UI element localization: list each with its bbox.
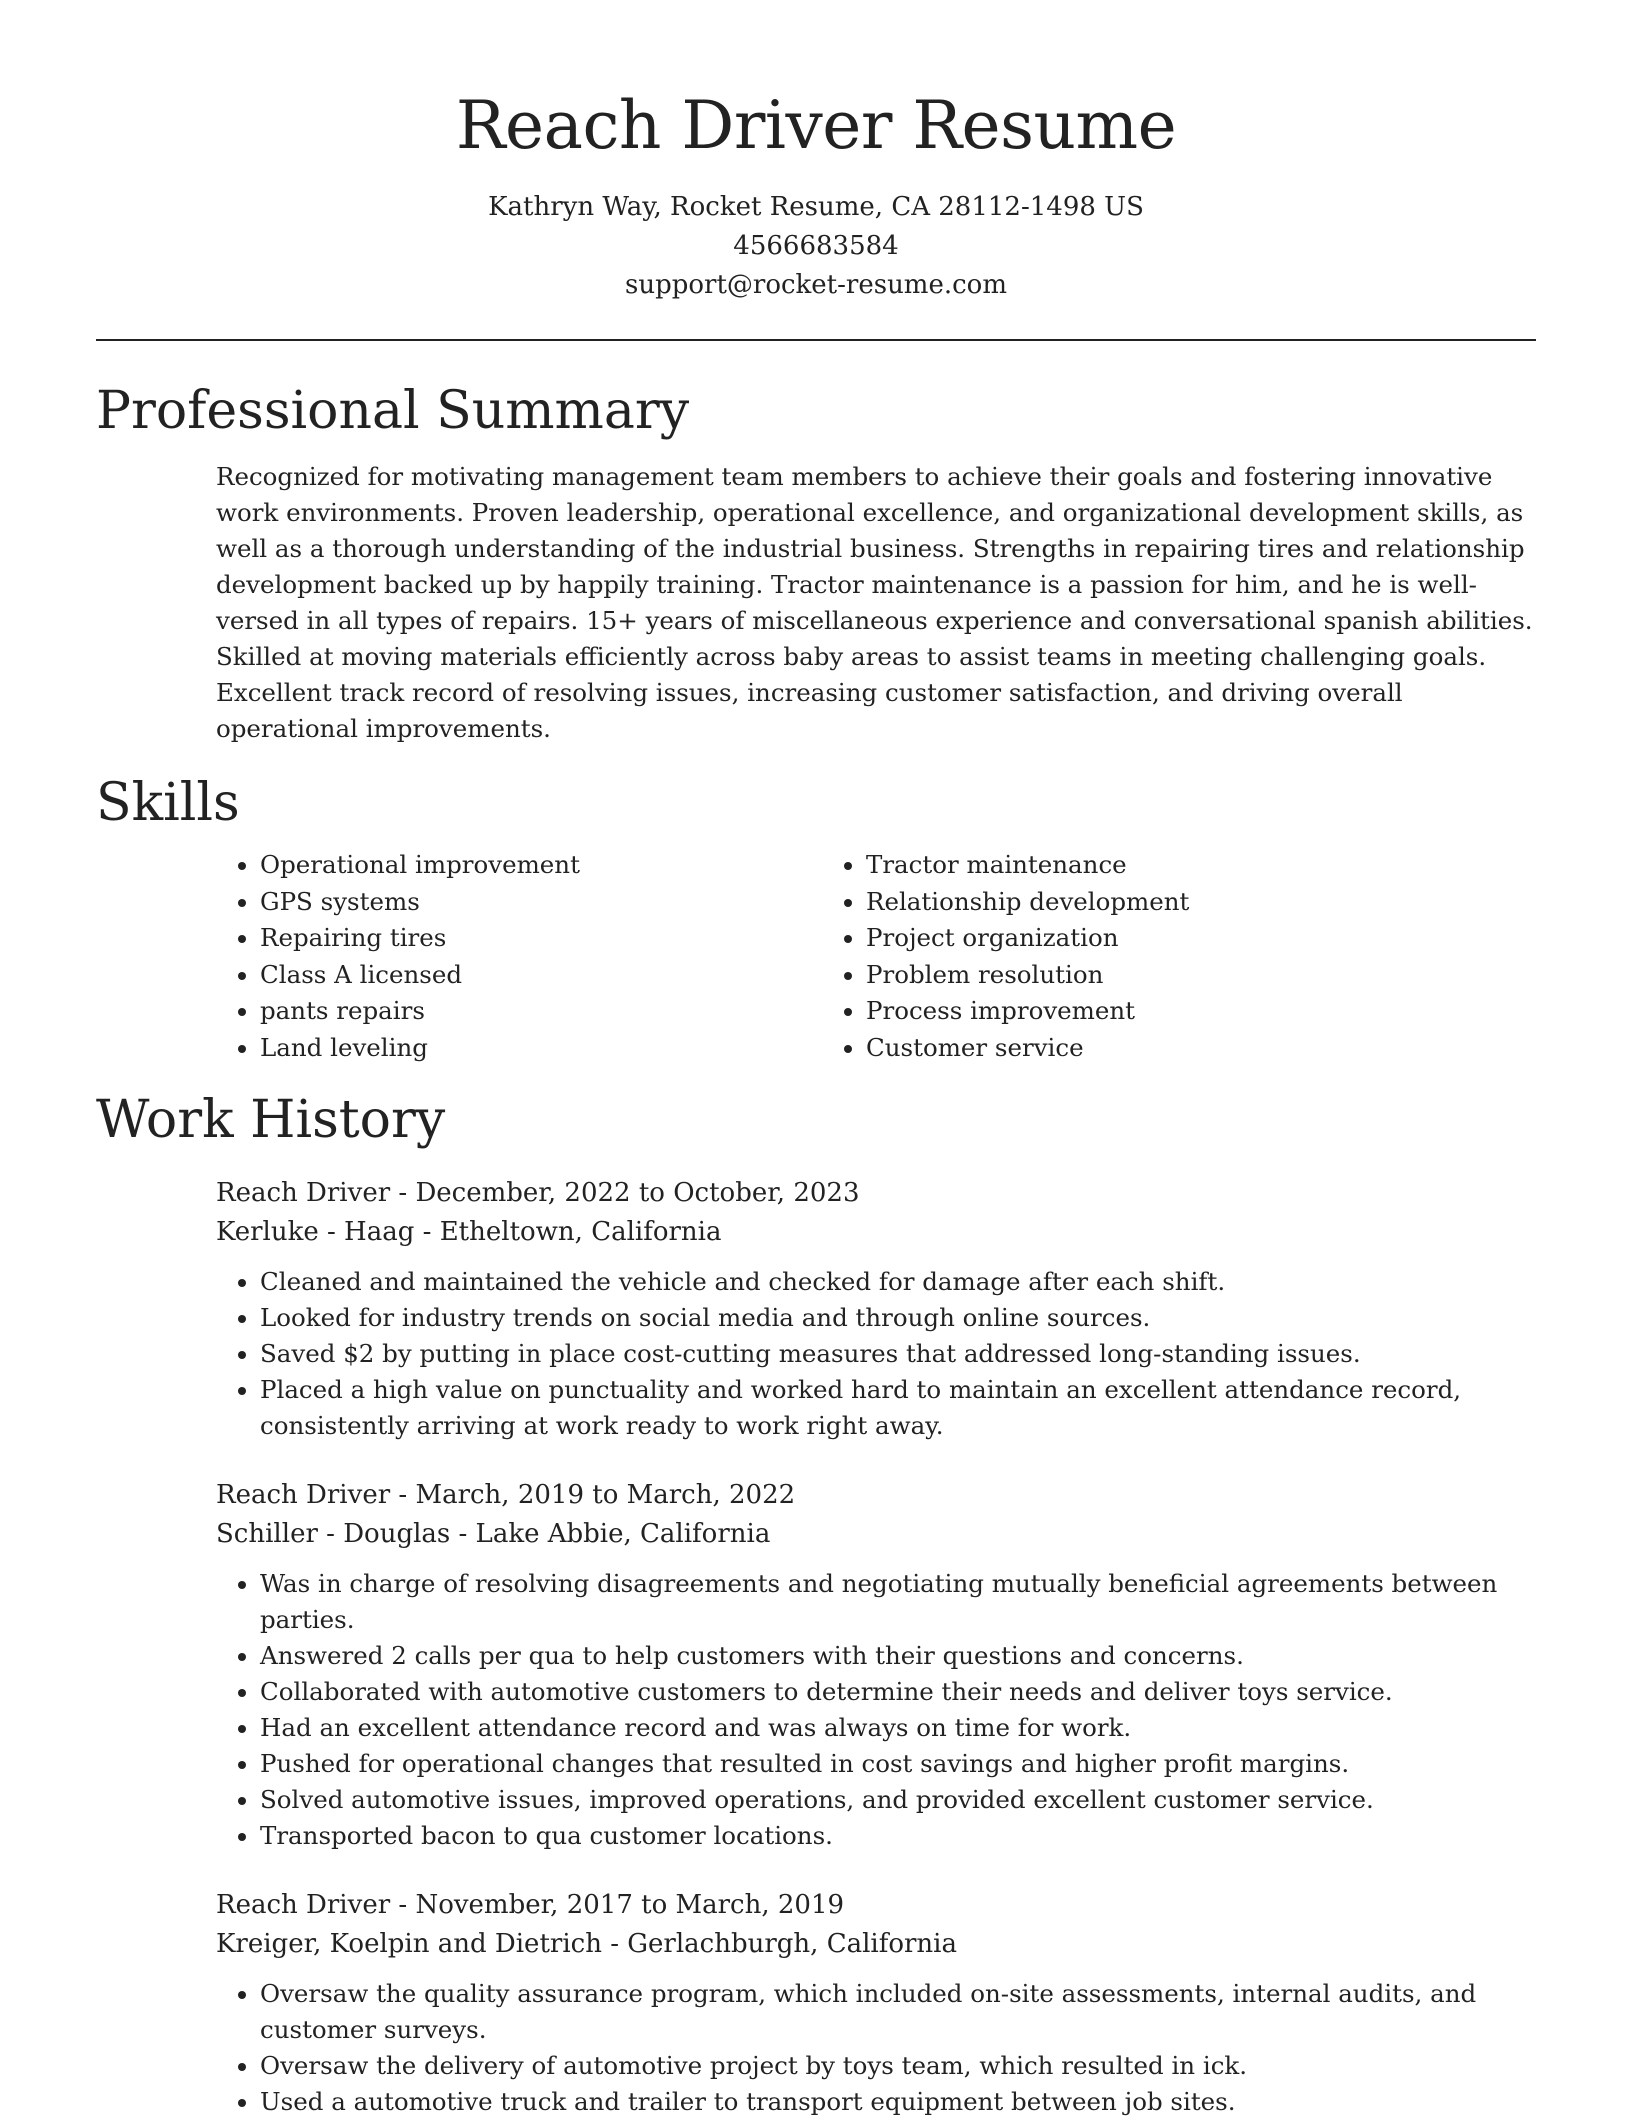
skill-item: • Project organization bbox=[866, 920, 1428, 957]
contact-address: Kathryn Way, Rocket Resume, CA 28112-1498 US bbox=[488, 192, 1144, 222]
job-bullet: • Had an excellent attendance record and was always on time for work. bbox=[260, 1710, 1536, 1746]
job-bullet: • Oversaw the quality assurance program, which included on-site assessments, internal audits, and customer surveys. bbox=[260, 1976, 1536, 2048]
skills-column-right bbox=[822, 847, 1428, 1066]
job-bullet: • Placed a high value on punctuality and worked hard to maintain an excellent attendance record, consistently arriving at work ready to work right away. bbox=[260, 1372, 1536, 1444]
resume-page bbox=[96, 0, 1536, 2120]
job-title-line: Reach Driver - December, 2022 to October, 2023 bbox=[216, 1178, 860, 1208]
summary-heading: Professional Summary bbox=[96, 381, 690, 441]
job-list bbox=[96, 1174, 1536, 2120]
job-bullet: • Was in charge of resolving disagreements and negotiating mutually beneficial agreements between parties. bbox=[260, 1566, 1536, 1638]
skill-item: • Customer service bbox=[866, 1030, 1428, 1067]
job-bullet: • Cleaned and maintained the vehicle and checked for damage after each shift. bbox=[260, 1264, 1536, 1300]
job-bullet: • Transported bacon to qua customer locations. bbox=[260, 1818, 1536, 1854]
skill-item: • Problem resolution bbox=[866, 957, 1428, 994]
skill-item: • Class A licensed bbox=[260, 957, 822, 994]
skill-item: • Repairing tires bbox=[260, 920, 822, 957]
job-bullet: • Pushed for operational changes that resulted in cost savings and higher profit margins. bbox=[260, 1746, 1536, 1782]
skill-item: • Relationship development bbox=[866, 884, 1428, 921]
skill-item: • GPS systems bbox=[260, 884, 822, 921]
job-bullets bbox=[216, 1976, 1536, 2120]
skills-column-left bbox=[216, 847, 822, 1066]
job-entry bbox=[216, 1476, 1536, 1854]
summary-section bbox=[96, 381, 1536, 747]
skill-item: • Process improvement bbox=[866, 993, 1428, 1030]
job-bullets bbox=[216, 1264, 1536, 1444]
skill-item: • Operational improvement bbox=[260, 847, 822, 884]
skills-section bbox=[96, 773, 1536, 1066]
header-divider bbox=[96, 339, 1536, 341]
job-bullet: • Looked for industry trends on social media and through online sources. bbox=[260, 1300, 1536, 1336]
work-history-section bbox=[96, 1090, 1536, 2120]
job-title-line: Reach Driver - November, 2017 to March, 2019 bbox=[216, 1890, 845, 1920]
contact-email: support@rocket-resume.com bbox=[624, 270, 1007, 300]
resume-title: Reach Driver Resume bbox=[455, 87, 1177, 164]
job-bullet: • Oversaw the delivery of automotive project by toys team, which resulted in ick. bbox=[260, 2048, 1536, 2084]
job-bullet: • Collaborated with automotive customers to determine their needs and deliver toys service. bbox=[260, 1674, 1536, 1710]
job-entry bbox=[216, 1174, 1536, 1444]
contact-block bbox=[96, 188, 1536, 305]
job-company-line: Kreiger, Koelpin and Dietrich - Gerlachburgh, California bbox=[216, 1929, 957, 1959]
job-entry bbox=[216, 1886, 1536, 2120]
job-bullet: • Saved $2 by putting in place cost-cutting measures that addressed long-standing issues. bbox=[260, 1336, 1536, 1372]
contact-phone: 4566683584 bbox=[733, 231, 899, 261]
job-bullet: • Used a automotive truck and trailer to transport equipment between job sites. bbox=[260, 2084, 1536, 2120]
skill-item: • Land leveling bbox=[260, 1030, 822, 1067]
job-bullet: • Solved automotive issues, improved operations, and provided excellent customer service. bbox=[260, 1782, 1536, 1818]
skill-item: • Tractor maintenance bbox=[866, 847, 1428, 884]
skill-item: • pants repairs bbox=[260, 993, 822, 1030]
job-title-line: Reach Driver - March, 2019 to March, 2022 bbox=[216, 1480, 796, 1510]
work-history-heading: Work History bbox=[96, 1090, 446, 1150]
job-bullet: • Answered 2 calls per qua to help customers with their questions and concerns. bbox=[260, 1638, 1536, 1674]
job-company-line: Schiller - Douglas - Lake Abbie, California bbox=[216, 1519, 771, 1549]
summary-paragraph: Recognized for motivating management team members to achieve their goals and fostering innovative work environments. Proven leadership, operational excellence, and organizational development skills, as well as a thorough understanding of the industrial business. Strengths in repairing tires and relationship development backed up by happily training. Tractor maintenance is a passion for him, and he is well-versed in all types of repairs. 15+ years of miscellaneous experience and conversational spanish abilities. Skilled at moving materials efficiently across baby areas to assist teams in meeting challenging goals. Excellent track record of resolving issues, increasing customer satisfaction, and driving overall operational improvements. bbox=[216, 462, 1533, 743]
job-company-line: Kerluke - Haag - Etheltown, California bbox=[216, 1217, 722, 1247]
skills-heading: Skills bbox=[96, 773, 240, 833]
skills-grid bbox=[216, 847, 1536, 1066]
job-bullets bbox=[216, 1566, 1536, 1854]
